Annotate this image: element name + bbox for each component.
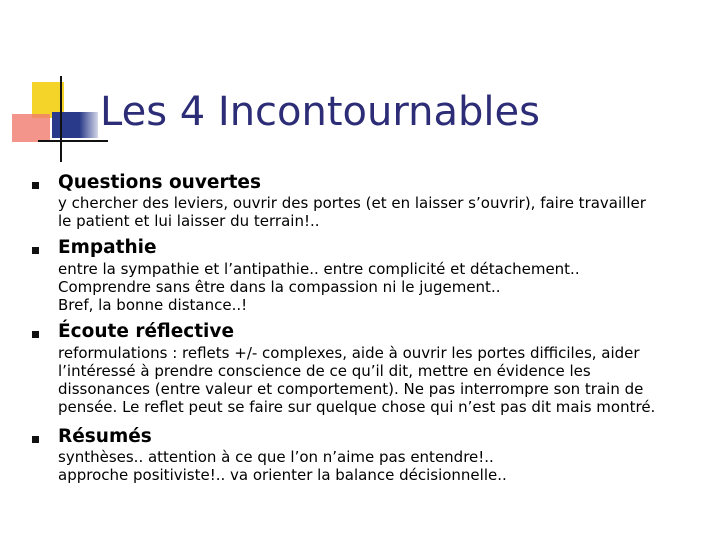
item-heading: Écoute réflective	[58, 321, 235, 342]
logo-horizontal-line	[38, 140, 108, 142]
bullet-icon	[32, 331, 39, 338]
description-line: Comprendre sans être dans la compassion ni le jugement..	[58, 278, 501, 296]
slide-title: Les 4 Incontournables	[100, 89, 540, 135]
description-line: le patient et lui laisser du terrain!..	[58, 212, 320, 230]
item-heading: Questions ouvertes	[58, 172, 261, 193]
bullet-icon	[32, 182, 39, 189]
description-line: reformulations : reflets +/- complexes, aide à ouvrir les portes difficiles, aider	[58, 344, 640, 362]
description-line: pensée. Le reflet peut se faire sur quelque chose qui n’est pas dit mais montré.	[58, 398, 656, 416]
decorative-logo	[0, 0, 110, 170]
description-line: approche positiviste!.. va orienter la balance décisionnelle..	[58, 466, 507, 484]
item-description	[58, 344, 698, 416]
description-line: l’intéressé à prendre conscience de ce qu’il dit, mettre en évidence les	[58, 362, 591, 380]
item-description	[58, 194, 698, 230]
description-line: entre la sympathie et l’antipathie.. entre complicité et détachement..	[58, 260, 580, 278]
item-description	[58, 448, 698, 484]
item-heading: Empathie	[58, 237, 157, 258]
item-heading: Résumés	[58, 426, 152, 447]
description-line: y chercher des leviers, ouvrir des portes (et en laisser s’ouvrir), faire travailler	[58, 194, 646, 212]
description-line: Bref, la bonne distance..!	[58, 296, 248, 314]
logo-vertical-line	[60, 76, 62, 162]
description-line: synthèses.. attention à ce que l’on n’aime pas entendre!..	[58, 448, 494, 466]
description-line: dissonances (entre valeur et comportement). Ne pas interrompre son train de	[58, 380, 644, 398]
bullet-icon	[32, 247, 39, 254]
logo-red-square	[12, 114, 50, 142]
logo-blue-bar	[52, 112, 98, 138]
bullet-icon	[32, 436, 39, 443]
item-description	[58, 260, 698, 314]
